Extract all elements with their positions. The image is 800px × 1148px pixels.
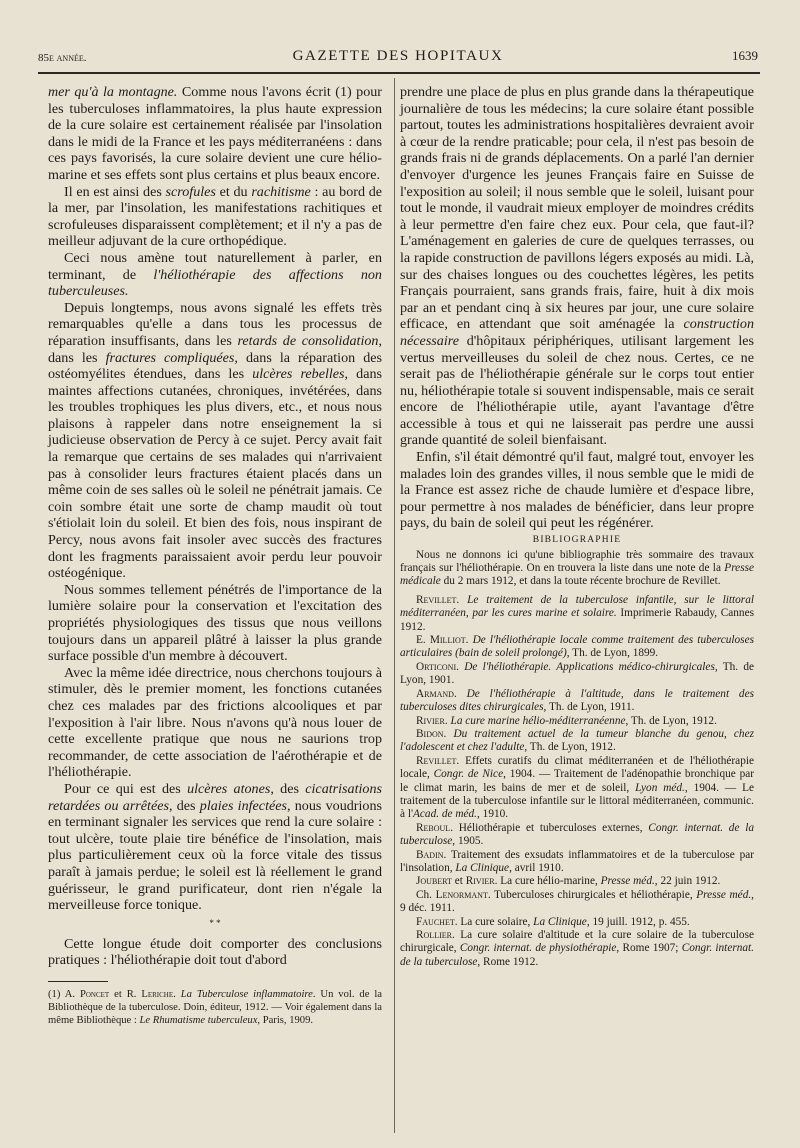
page-number: 1639 bbox=[732, 48, 758, 63]
italic-run: scrofules bbox=[165, 183, 216, 200]
italic-run: De l'héliothérapie locale comme traitement des tuberculoses articulaires (bain de soleil prolongé) bbox=[400, 634, 754, 660]
author-name: Joubert bbox=[416, 875, 452, 888]
text-run: et bbox=[451, 875, 466, 888]
italic-run: La cure marine hélio-méditerranéenne bbox=[450, 714, 626, 727]
bibliography-entry bbox=[400, 715, 754, 728]
text-run: , Th. de Lyon, 1912. bbox=[524, 741, 616, 754]
italic-run: plaies infectées bbox=[199, 797, 287, 814]
italic-run: ulcères rebelles bbox=[252, 366, 345, 383]
italic-run: Le Rhumatisme tuberculeux bbox=[139, 1014, 258, 1026]
italic-run: La Tuberculose inflammatoire bbox=[180, 988, 313, 1000]
journal-title: GAZETTE DES HOPITAUX bbox=[292, 48, 504, 64]
text-run: , avril 1910. bbox=[509, 861, 564, 874]
text-run: , dans maintes affections cutanées, chroniques, invétérées, dans les troubles trophiques les plus divers, etc., et nous nous plaisons à rappeler dans notre enseignement la si judicieuse observation de Percy à ce sujet. Percy avait fait la remarque que certains de ses malades qui n'arrivaient pas à consolider leurs fractures étaient placés dans un même coin de ses salles où le soleil ne pénétrait jamais. Ce coin sombre était une sorte de champ maudit où tout s'étiolait loin du soleil. Et bien des fois, nous inspirant de Percy, nous avons fait insoler avec succès des fractures dont les fragments paraissaient avoir perdu leur pouvoir ostéogénique. bbox=[48, 366, 382, 582]
text-run: . bbox=[456, 660, 465, 673]
text-run: (1) A. bbox=[48, 988, 80, 1000]
footnote-rule bbox=[48, 981, 108, 982]
paragraph bbox=[48, 250, 382, 300]
year-label: 85e année. bbox=[38, 52, 87, 64]
text-run: Avec la même idée directrice, nous cherchons toujours à stimuler, dès le premier moment, les fonctions cutanées chez ces malades par des frictions alcooliques et par l'exposition à l'air libre. Nous n'avons qu'à nous louer de cette excellente pratique que nous ne saurions trop recommander, de cette association de l'aérothérapie et de l'héliothérapie. bbox=[48, 664, 382, 781]
bibliography-entry bbox=[400, 755, 754, 822]
author-name: Badin bbox=[416, 848, 444, 861]
text-run: , Th. de Lyon, 1912. bbox=[625, 714, 717, 727]
italic-run: Presse méd. bbox=[600, 875, 655, 888]
italic-run: mer qu'à la montagne. bbox=[48, 84, 178, 100]
bibliography-entry bbox=[400, 728, 754, 755]
text-run: , 1905. bbox=[452, 835, 484, 848]
bibliography-entry bbox=[400, 929, 754, 969]
page-header bbox=[38, 46, 758, 68]
bibliography-list bbox=[400, 594, 754, 969]
section-stars: * * bbox=[209, 917, 221, 928]
text-run: d'hôpitaux périphériques, utilisant largement les vertus merveilleuses du soleil de chez nous. Certes, ce ne serait pas de l'héliothérapie générale sur le corps tout entier nu, héliothérapie totale si souvent indispensable, mais ce serait encore de l'héliothérapie utile, ayant l'avantage d'être accessible à tous et qui ne laisserait pas perdre une aussi grande quantité de soleil bienfaisant. bbox=[400, 332, 754, 449]
text-run: prendre une place de plus en plus grande dans la thérapeutique journalière de tous les médecins; la cure solaire étant possible partout, toutes les administrations hospitalières devraient avoir à cœur de la rendre praticable; pour cela, il n'est pas besoin de grands frais ni de grands déplacements. On a parlé l'an dernier d'envoyer d'urgence les jeunes Français faire en Suisse de l'exposition au soleil; il nous semble que le soleil, luisant pour tout le monde, il vaudrait mieux employer de moindres crédits à leur permettre d'en faire chez eux. Pour cela, que faut-il? L'aménagement en galeries de cure de quelques terrasses, ou la rapide construction de pavillons légers exposés au midi. Là, sur des chaises longues ou des couchettes légères, les petits Français pourraient, sans grands frais, faire, huit à dix mois par an et pendant cinq à six heures par jour, une cure solaire efficace, en attendant que soit aménagée la bbox=[400, 84, 754, 333]
bibliography-entry bbox=[400, 661, 754, 688]
author-name: Rivier bbox=[416, 714, 445, 727]
text-run: du 2 mars 1912, et dans la toute récente brochure de Revillet. bbox=[440, 575, 721, 588]
text-run: , Rome 1907; bbox=[616, 942, 682, 955]
italic-run: La Clinique bbox=[455, 861, 510, 874]
text-run: et R. bbox=[109, 988, 142, 1000]
italic-run: rachitisme bbox=[251, 183, 311, 200]
text-run: . Héliothérapie et tuberculoses externes, bbox=[450, 821, 649, 834]
header-rule bbox=[38, 72, 760, 74]
author-name: Armand bbox=[416, 687, 454, 700]
text-run: , dans la réparation des ostéomyélites étendues, dans les bbox=[48, 349, 382, 383]
text-run: Enfin, s'il était démontré qu'il faut, malgré tout, envoyer les malades loin des grandes villes, il nous semble que le midi de la France est assez riche de chaude lumière et d'espace libre, pour permettre à nos malades de bénéficier, dans leur propre pays, du bain de soleil qui peut les régénérer. bbox=[400, 449, 754, 532]
author-name: Orticoni bbox=[416, 660, 457, 673]
bibliography-entry bbox=[400, 889, 754, 916]
author-name: Reboul bbox=[416, 821, 451, 834]
text-run: . bbox=[456, 593, 468, 606]
text-run: , 9 déc. 1911. bbox=[400, 888, 754, 915]
italic-run: l'héliothérapie des affections non tuberculeuses. bbox=[48, 266, 382, 300]
italic-run: De l'héliothérapie. Applications médico-chirurgicales bbox=[464, 660, 715, 673]
text-run: , 1910. bbox=[477, 808, 509, 821]
author-name: Rivier bbox=[465, 875, 495, 888]
text-run: , Th. de Lyon, 1901. bbox=[400, 660, 754, 687]
author-name: Poncet bbox=[79, 988, 110, 1000]
italic-run: Congr. internat. de la tuberculose bbox=[400, 821, 754, 848]
author-name: Fauchet bbox=[416, 915, 455, 928]
italic-run: La Clinique bbox=[533, 915, 587, 928]
footnote bbox=[48, 988, 382, 1027]
bibliography-entry bbox=[400, 849, 754, 876]
italic-run: Acad. de méd. bbox=[413, 808, 478, 821]
text-run: , nous voudrions en terminant signaler les services que rend la cure solaire : tout ulcère, toute plaie tire bénéfice de l'insolation, mais plus particulièrement ceux où la force vitale des tissus paraît à jamais perdue; le soleil est là réellement le grand guérisseur, le grand purificateur, dont rien n'égale la merveilleuse force tonique. bbox=[48, 797, 382, 914]
paragraph bbox=[400, 449, 754, 532]
paragraph bbox=[48, 781, 382, 914]
text-run: Ceci nous amène tout naturellement à parler, en terminant, de bbox=[48, 249, 382, 283]
paragraph bbox=[48, 582, 382, 665]
text-run: , des bbox=[168, 797, 200, 814]
text-run: . La cure solaire, bbox=[454, 915, 534, 928]
text-run: Comme nous l'avons écrit (1) pour les tuberculoses inflammatoires, la plus haute expression de la cure solaire est certainement réalisée par l'insolation dans le midi de la France et les pays méditerranéens : dans ces pays favorisés, la cure solaire devient une cure hélio-marine et ses effets sont plus certains et plus beaux encore. bbox=[48, 84, 382, 183]
text-run: . bbox=[444, 714, 451, 727]
italic-run: Congr. de Nice bbox=[433, 768, 504, 781]
italic-run: construction nécessaire bbox=[400, 316, 754, 349]
italic-run: De l'héliothérapie à l'altitude, dans le traitement des tuberculoses dites chirurgicales bbox=[400, 687, 754, 714]
author-name: Milliot bbox=[429, 634, 466, 647]
column-divider bbox=[394, 78, 395, 1133]
italic-run: Du traitement actuel de la tumeur blanche du genou, chez l'adolescent et chez l'adulte bbox=[400, 727, 754, 754]
text-run: . La cure solaire d'altitude et la cure solaire de la tuberculose chirurgicale, bbox=[400, 929, 754, 955]
italic-run: retards de consolidation bbox=[237, 332, 379, 349]
author-name: Revillet bbox=[416, 593, 457, 606]
text-run: , 22 juin 1912. bbox=[654, 875, 721, 888]
bibliography-entry bbox=[400, 875, 754, 888]
paragraph bbox=[48, 665, 382, 781]
text-run: , Th. de Lyon, 1911. bbox=[543, 701, 635, 714]
author-name: Leriche bbox=[141, 988, 174, 1000]
text-run: Depuis longtemps, nous avons signalé les effets très remarquables qu'elle a dans tous les processus de réparation insuffisants, dans les bbox=[48, 299, 382, 349]
text-run: . bbox=[443, 727, 454, 740]
italic-run: cicatrisations retardées ou arrêtées bbox=[48, 780, 382, 814]
text-run: et du bbox=[215, 183, 252, 200]
italic-run: Presse médicale bbox=[400, 562, 754, 588]
text-run: Il en est ainsi des bbox=[64, 183, 166, 200]
text-run: , Th. de Lyon, 1899. bbox=[566, 647, 659, 660]
text-run: , des bbox=[270, 780, 306, 797]
author-name: Revillet bbox=[416, 754, 457, 767]
bibliography-entry bbox=[400, 916, 754, 929]
author-name: Bidon bbox=[416, 727, 444, 740]
bibliography-heading: BIBLIOGRAPHIE bbox=[532, 535, 622, 546]
right-column-paragraphs bbox=[400, 84, 754, 532]
text-run: , 1904. — Traitement de l'adénopathie bronchique par le climat marin, les bains de mer et de soleil, bbox=[400, 768, 755, 794]
text-run: Imprimerie Rabaudy, Cannes 1912. bbox=[400, 607, 754, 633]
paragraph bbox=[48, 184, 382, 250]
bibliography-intro bbox=[400, 549, 754, 589]
right-column bbox=[400, 84, 754, 969]
paragraph bbox=[400, 84, 754, 449]
bibliography-entry bbox=[400, 594, 754, 634]
bibliography-entry bbox=[400, 822, 754, 849]
text-run: , 19 juill. 1912, p. 455. bbox=[586, 915, 690, 928]
italic-run: ulcères atones bbox=[187, 780, 271, 797]
text-run: . Un vol. de la Bibliothèque de la tuberculose. Doin, éditeur, 1912. — Voir également dans la même Bibliothèque : bbox=[48, 988, 383, 1026]
text-run: E. bbox=[416, 634, 430, 647]
text-run: , dans les bbox=[48, 332, 382, 366]
bibliography-entry bbox=[400, 634, 754, 661]
italic-run: Lyon méd. bbox=[635, 781, 685, 794]
text-run: . bbox=[453, 687, 467, 700]
text-run: , Paris, 1909. bbox=[257, 1014, 314, 1026]
italic-run: Congr. internat. de physiothérapie bbox=[459, 942, 617, 955]
italic-run: Le traitement de la tuberculose infantile, sur le littoral méditerranéen, par les cures marine et solaire. bbox=[400, 593, 754, 620]
left-column-last-paragraph: Cette longue étude doit comporter des conclusions pratiques : l'héliothérapie doit tout d'abord bbox=[48, 935, 382, 969]
paragraph bbox=[48, 84, 382, 184]
text-run: . Traitement des exsudats inflammatoires et de la tuberculose par l'insolation, bbox=[400, 848, 754, 874]
text-run: . Effets curatifs du climat méditerranéen et de l'héliothérapie locale, bbox=[400, 754, 754, 781]
author-name: Lenormant bbox=[435, 888, 488, 901]
author-name: Rollier bbox=[416, 929, 452, 941]
text-run: . Tuberculoses chirurgicales et héliothérapie, bbox=[487, 888, 697, 901]
bibliography-entry bbox=[400, 688, 754, 715]
left-column bbox=[48, 84, 382, 1027]
italic-run: Congr. internat. de la tuberculose bbox=[400, 942, 754, 968]
text-run: , Rome 1912. bbox=[477, 955, 539, 968]
text-run: : au bord de la mer, par l'insolation, les manifestations rachitiques et scrofuleuses disparaissent complètement; et il n'y a pas de meilleur adjuvant de la cure orthopédique. bbox=[48, 183, 383, 250]
text-run: . bbox=[173, 988, 181, 1000]
text-run: Pour ce qui est des bbox=[64, 780, 188, 797]
left-column-paragraphs bbox=[48, 84, 382, 914]
text-run: . La cure hélio-marine, bbox=[494, 875, 601, 888]
text-run: . bbox=[465, 634, 473, 647]
text-run: Nous ne donnons ici qu'une bibliographie très sommaire des travaux français sur l'héliothérapie. On en trouvera la liste dans une note de la bbox=[400, 548, 754, 575]
text-run: Nous sommes tellement pénétrés de l'importance de la lumière solaire pour la conservation et l'excitation des propriétés physiologiques des tissus que nous veillons toujours dans un appareil plâtré à laisser la plus grande surface possible d'un membre à découvert. bbox=[48, 581, 382, 665]
text-run: , 1904. — Le traitement de la tuberculose infantile sur le littoral méditerranéen, communic. à l' bbox=[400, 781, 754, 821]
italic-run: Presse méd. bbox=[696, 888, 752, 901]
paragraph bbox=[48, 300, 382, 582]
text-run: Ch. bbox=[416, 888, 436, 901]
italic-run: fractures compliquées bbox=[105, 349, 235, 366]
